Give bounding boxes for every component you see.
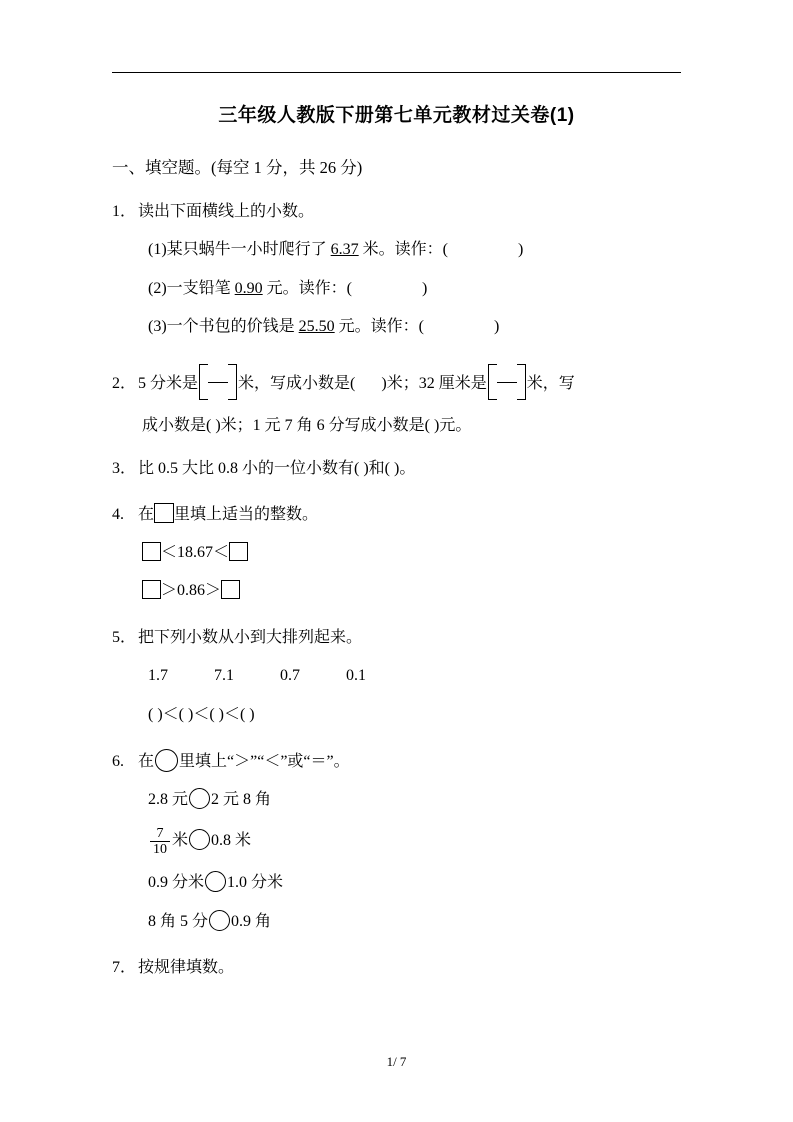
question-7 xyxy=(112,956,681,980)
question-6 xyxy=(112,749,681,934)
q6-1-right: 2 元 8 角 xyxy=(211,791,272,809)
q6-2-numerator: 7 xyxy=(150,826,170,842)
question-1-item-3 xyxy=(112,314,681,340)
q6-circle-2[interactable] xyxy=(189,829,210,850)
page-footer: 1/ 7 xyxy=(386,1054,407,1069)
q5-number-3: 0.7 xyxy=(280,666,300,684)
q6-text-b: 里填上“＞”“＜”或“＝”。 xyxy=(179,753,350,771)
q4-box-1[interactable] xyxy=(142,542,161,561)
question-6-prompt xyxy=(112,749,681,774)
question-2-line-2: 成小数是( )米；1 元 7 角 6 分写成小数是( )元。 xyxy=(142,416,472,434)
q6-4-right: 0.9 角 xyxy=(231,912,272,930)
question-1-prompt xyxy=(112,200,681,224)
question-1-number: 1． xyxy=(112,203,137,220)
question-1-item-2 xyxy=(112,276,681,302)
q1-3-value: 25.50 xyxy=(298,318,335,336)
q6-3-left: 0.9 分米 xyxy=(148,873,205,891)
q6-2-denominator: 10 xyxy=(153,841,167,857)
q2-text-c: )米；32 厘米是 xyxy=(381,374,487,392)
q4-text-b: 里填上适当的整数。 xyxy=(174,505,319,523)
question-4-inequality-1 xyxy=(112,540,681,566)
question-6-number: 6. xyxy=(112,753,124,771)
question-4 xyxy=(112,503,681,604)
question-2-line-1 xyxy=(112,364,681,400)
q5-number-2: 7.1 xyxy=(214,666,234,684)
question-5-numbers xyxy=(112,663,681,689)
q5-number-1: 1.7 xyxy=(148,666,168,684)
q6-3-right: 1.0 分米 xyxy=(227,873,284,891)
question-5 xyxy=(112,626,681,727)
q6-2-right: 0.8 米 xyxy=(211,831,252,849)
q6-circle-1[interactable] xyxy=(189,788,210,809)
q6-text-a: 在 xyxy=(138,753,155,771)
question-3-number: 3． xyxy=(112,459,137,477)
q4-box-3[interactable] xyxy=(142,580,161,599)
q1-2-value: 0.90 xyxy=(234,279,263,297)
q6-4-left: 8 角 5 分 xyxy=(148,912,209,930)
q1-2-pre: (2)一支铅笔 xyxy=(148,279,235,297)
question-1-item-1 xyxy=(112,237,681,263)
question-7-number: 7． xyxy=(112,959,137,977)
header-rule xyxy=(112,72,681,73)
q4-ineq-1-text: ＜18.67＜ xyxy=(161,543,230,561)
q4-prompt-box[interactable] xyxy=(154,503,174,523)
q1-2-post: 元。读作：( xyxy=(262,279,353,297)
question-1-text: 读出下面横线上的小数。 xyxy=(138,203,315,220)
q1-1-post: 米。读作：( xyxy=(358,241,449,258)
q1-3-post: 元。读作：( xyxy=(334,318,425,336)
question-5-prompt xyxy=(112,626,681,650)
q6-circle-4[interactable] xyxy=(209,910,230,931)
question-6-item-1 xyxy=(112,787,681,813)
question-3-text: 比 0.5 大比 0.8 小的一位小数有( )和( )。 xyxy=(138,459,416,477)
q6-circle-3[interactable] xyxy=(205,871,226,892)
q1-3-tail: ) xyxy=(494,318,500,336)
q5-number-4: 0.1 xyxy=(346,666,366,684)
q1-2-tail: ) xyxy=(422,279,428,297)
question-2-number: 2． xyxy=(112,374,137,392)
q1-1-pre: (1)某只蜗牛一小时爬行了 xyxy=(148,241,331,258)
question-4-number: 4. xyxy=(112,505,124,523)
question-4-prompt xyxy=(112,503,681,527)
q1-1-value: 6.37 xyxy=(330,241,359,258)
q6-2-fraction xyxy=(150,826,170,857)
question-5-text: 把下列小数从小到大排列起来。 xyxy=(138,628,363,646)
section-heading: 一、填空题。(每空 1 分，共 26 分) xyxy=(112,158,363,177)
q2-text-b: 米，写成小数是( xyxy=(238,374,356,392)
question-5-answer-line[interactable]: ( )＜( )＜( )＜( ) xyxy=(148,705,255,723)
q6-2-unit: 米 xyxy=(172,831,189,849)
q2-text-d: 米，写 xyxy=(526,374,575,392)
q6-1-left: 2.8 元 xyxy=(148,791,189,809)
q2-text-a: 5 分米是 xyxy=(138,374,199,392)
question-4-inequality-2 xyxy=(112,578,681,604)
question-6-item-4 xyxy=(112,909,681,935)
question-7-text: 按规律填数。 xyxy=(138,959,235,977)
question-3 xyxy=(112,457,681,481)
q4-box-2[interactable] xyxy=(229,542,248,561)
q1-1-tail: ) xyxy=(518,241,524,258)
q6-prompt-circle[interactable] xyxy=(155,749,178,772)
q4-text-a: 在 xyxy=(138,505,155,523)
q4-ineq-2-text: ＞0.86＞ xyxy=(161,582,222,600)
q1-3-pre: (3)一个书包的价钱是 xyxy=(148,318,299,336)
q2-bracket-box-1[interactable] xyxy=(199,364,237,400)
q4-box-4[interactable] xyxy=(221,580,240,599)
question-5-number: 5． xyxy=(112,628,137,646)
question-6-item-2 xyxy=(112,826,681,857)
question-6-item-3 xyxy=(112,870,681,896)
page-title: 三年级人教版下册第七单元教材过关卷(1) xyxy=(218,105,575,126)
question-1 xyxy=(112,200,681,340)
q2-bracket-box-2[interactable] xyxy=(488,364,526,400)
